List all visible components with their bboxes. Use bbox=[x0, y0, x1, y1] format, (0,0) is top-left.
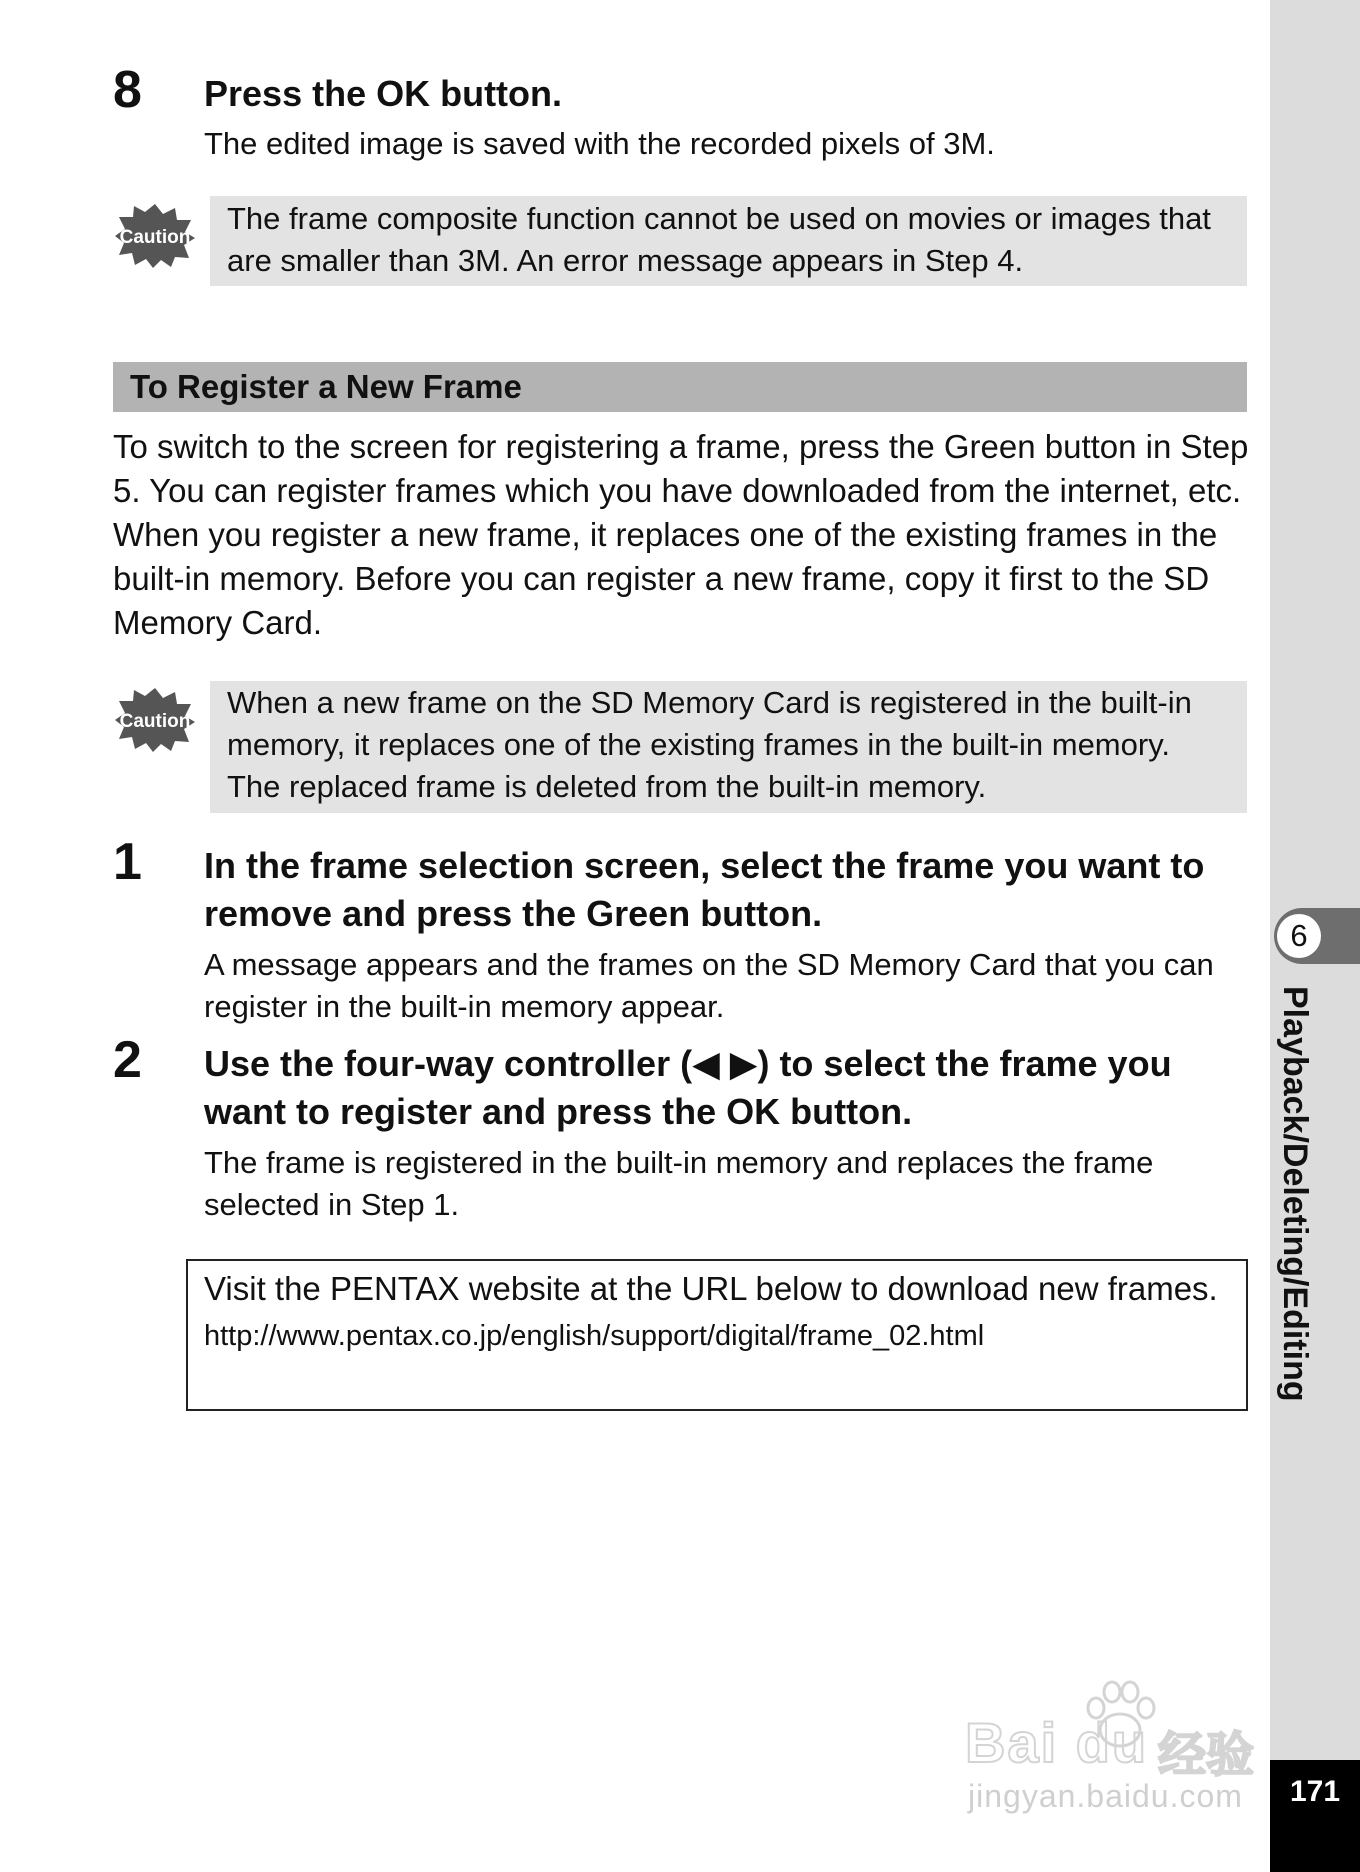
step-number-8: 8 bbox=[113, 61, 142, 119]
caution-icon bbox=[114, 202, 196, 268]
watermark-brand-cn: 经验 bbox=[1158, 1729, 1255, 1782]
memo-box bbox=[186, 1259, 1248, 1411]
step-1-body: A message appears and the frames on the SD Memory Card that you can register in the built-in memory appear. bbox=[204, 947, 1214, 1024]
step-8-body: The edited image is saved with the recorded pixels of 3M. bbox=[204, 126, 995, 161]
step-8-title: Press the OK button. bbox=[204, 73, 563, 114]
caution-note-frame-composite bbox=[210, 196, 1247, 286]
chapter-label: Playback/Deleting/Editing bbox=[1276, 986, 1314, 1402]
website-url[interactable]: http://www.pentax.co.jp/english/support/digital/frame_02.html bbox=[204, 1320, 985, 1352]
step-2-body: The frame is registered in the built-in memory and replaces the frame selected in Step 1. bbox=[204, 1145, 1154, 1222]
caution-icon bbox=[114, 686, 196, 752]
section-paragraph: To switch to the screen for registering a frame, press the Green button in Step 5. You can register frames which you have downloaded from the internet, etc. When you register a new frame, it replaces one of the existing frames in the built-in memory. Before you can register a new frame, copy it first to the SD Memory Card. bbox=[113, 428, 1249, 641]
caution-icon-label: Caution bbox=[119, 711, 191, 732]
watermark-site: jingyan.baidu.com bbox=[968, 1778, 1243, 1814]
section-heading: To Register a New Frame bbox=[113, 362, 1247, 412]
step-number-1: 1 bbox=[113, 833, 142, 891]
memo-text: Visit the PENTAX website at the URL below to download new frames. bbox=[204, 1270, 1218, 1307]
page-number: 171 bbox=[1289, 1775, 1341, 1808]
step-1-title: In the frame selection screen, select the frame you want to remove and press the Green button. bbox=[204, 845, 1205, 934]
caution-text-2: When a new frame on the SD Memory Card is registered in the built-in memory, it replaces one of the existing frames in the built-in memory. The replaced frame is deleted from the built-in memory. bbox=[227, 685, 1192, 804]
step-2-title: Use the four-way controller (◀ ▶) to select the frame you want to register and press the OK button. bbox=[204, 1043, 1172, 1132]
caution-note-register-frame bbox=[210, 681, 1247, 813]
watermark-brand: Bai du bbox=[965, 1711, 1149, 1774]
chapter-side-tab bbox=[1270, 0, 1360, 1760]
caution-text-1: The frame composite function cannot be used on movies or images that are smaller than 3M. An error message appears in Step 4. bbox=[227, 201, 1211, 278]
caution-icon-label: Caution bbox=[119, 227, 191, 248]
chapter-number: 6 bbox=[1277, 914, 1321, 958]
step-number-2: 2 bbox=[113, 1031, 142, 1089]
